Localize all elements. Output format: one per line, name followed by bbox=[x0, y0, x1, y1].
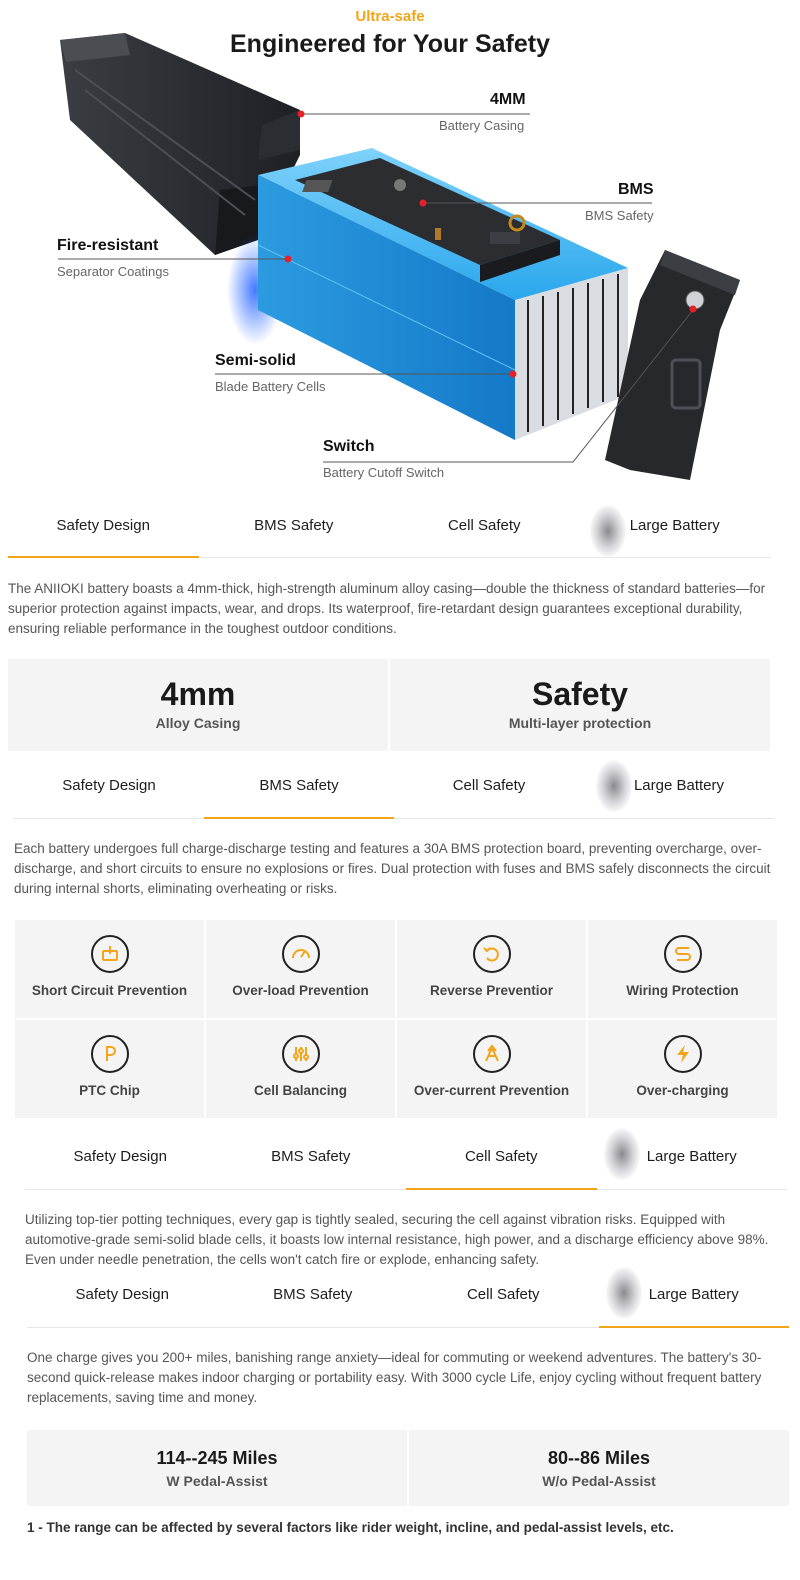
current-icon bbox=[473, 1035, 511, 1073]
tab-bar-4 bbox=[27, 1275, 789, 1328]
feature-over-load bbox=[206, 920, 395, 1018]
tab-cell-safety[interactable]: Cell Safety bbox=[406, 1134, 597, 1189]
tab-bar-2 bbox=[14, 764, 774, 819]
range-label: W/o Pedal-Assist bbox=[542, 1473, 656, 1489]
feature-ptc-chip bbox=[15, 1020, 204, 1118]
callout-casing-sub: Battery Casing bbox=[439, 118, 525, 133]
feature-label: Over-load Prevention bbox=[232, 983, 369, 998]
tab-large-battery[interactable]: Large Battery bbox=[633, 777, 725, 794]
stat-value: Safety bbox=[531, 676, 629, 712]
short-circuit-icon bbox=[91, 935, 129, 973]
range-card-with-assist bbox=[27, 1430, 407, 1506]
tab-bms-safety[interactable]: BMS Safety bbox=[254, 517, 334, 534]
range-card-without-assist bbox=[409, 1430, 789, 1506]
blurred-overlay bbox=[604, 1128, 640, 1180]
tab-bar-3 bbox=[25, 1134, 787, 1190]
large-battery-description: One charge gives you 200+ miles, banishing range anxiety—ideal for commuting or weekend adventures. The battery's 30-second quick-release makes indoor charging or portability easy. With 3000 cycle Life, enjoy cycling without frequent battery replacements, saving time and money. bbox=[27, 1350, 762, 1405]
range-label: W Pedal-Assist bbox=[166, 1473, 268, 1489]
sliders-icon bbox=[282, 1035, 320, 1073]
wiring-icon bbox=[664, 935, 702, 973]
tab-cell-safety[interactable]: Cell Safety bbox=[452, 777, 526, 794]
tab-safety-design[interactable]: Safety Design bbox=[75, 1286, 169, 1303]
ptc-chip-icon bbox=[91, 1035, 129, 1073]
blurred-overlay bbox=[590, 505, 626, 557]
callout-switch-title: Switch bbox=[323, 438, 375, 455]
lightning-icon bbox=[664, 1035, 702, 1073]
bms-safety-description: Each battery undergoes full charge-discharge testing and features a 30A BMS protection board, preventing overcharge, over-discharge, and short circuits to ensure no explosions or fires. Dual protection with fuses and BMS safely disconnects the circuit during internal shorts, eliminating overheating or risks. bbox=[14, 841, 771, 896]
callout-casing-title: 4MM bbox=[490, 91, 526, 108]
stat-label: Alloy Casing bbox=[155, 715, 241, 731]
feature-label: PTC Chip bbox=[79, 1083, 140, 1098]
tab-bms-safety[interactable]: BMS Safety bbox=[273, 1286, 353, 1303]
range-value: 114--245 Miles bbox=[156, 1448, 278, 1468]
feature-label: Short Circuit Prevention bbox=[31, 983, 188, 998]
blurred-overlay bbox=[606, 1267, 642, 1319]
callout-bms-title: BMS bbox=[618, 181, 654, 198]
feature-label: Over-charging bbox=[636, 1083, 729, 1098]
stat-value: 4mm bbox=[160, 676, 236, 712]
tab-bms-safety[interactable]: BMS Safety bbox=[204, 764, 394, 818]
blade-cell-pack bbox=[258, 148, 628, 440]
feature-cell-balancing bbox=[206, 1020, 395, 1118]
tab-large-battery[interactable]: Large Battery bbox=[629, 517, 720, 534]
callout-bms-sub: BMS Safety bbox=[585, 208, 654, 223]
safety-design-description: The ANIIOKI battery boasts a 4mm-thick, high-strength aluminum alloy casing—double the thickness of standard batteries—for superior protection against impacts, wear, and drops. Its waterproof, fire-retardant design guarantees exceptional durability, ensuring reliable performance in the toughest outdoor conditions. bbox=[8, 581, 766, 636]
feature-short-circuit bbox=[15, 920, 204, 1018]
gauge-icon bbox=[282, 935, 320, 973]
feature-wiring bbox=[588, 920, 777, 1018]
tab-large-battery[interactable]: Large Battery bbox=[599, 1275, 790, 1327]
range-value: 80--86 Miles bbox=[547, 1448, 651, 1468]
tab-safety-design[interactable]: Safety Design bbox=[73, 1148, 167, 1165]
tab-cell-safety[interactable]: Cell Safety bbox=[447, 517, 521, 534]
blurred-overlay bbox=[596, 760, 632, 812]
cell-safety-description: Utilizing top-tier potting techniques, every gap is tightly sealed, securing the cell against vibration risks. Equipped with automotive-grade semi-solid blade cells, it boasts low internal resistance, high power, and a discharge efficiency above 98%. Even under needle penetration, the cells won't catch fire or explode, enhancing safety. bbox=[25, 1212, 769, 1267]
feature-reverse bbox=[397, 920, 586, 1018]
feature-label: Reverse Preventior bbox=[429, 983, 554, 998]
callout-fire-sub: Separator Coatings bbox=[57, 264, 170, 279]
hero-section bbox=[0, 0, 800, 500]
feature-over-charging bbox=[588, 1020, 777, 1118]
tab-safety-design[interactable]: Safety Design bbox=[62, 777, 156, 794]
hero-title: Engineered for Your Safety bbox=[230, 30, 550, 58]
stat-card-casing bbox=[8, 659, 388, 751]
tab-bar-1 bbox=[8, 505, 770, 558]
callout-cells-sub: Blade Battery Cells bbox=[215, 379, 326, 394]
feature-label: Over-current Prevention bbox=[413, 1083, 570, 1098]
tab-safety-design[interactable]: Safety Design bbox=[8, 505, 199, 557]
callout-cells-title: Semi-solid bbox=[215, 352, 296, 369]
callout-fire-title: Fire-resistant bbox=[57, 237, 159, 254]
feature-over-current bbox=[397, 1020, 586, 1118]
stat-card-safety bbox=[390, 659, 770, 751]
tab-cell-safety[interactable]: Cell Safety bbox=[466, 1286, 540, 1303]
range-footnote: 1 - The range can be affected by several factors like rider weight, incline, and pedal-assist levels, etc. bbox=[27, 1520, 674, 1535]
feature-label: Cell Balancing bbox=[253, 1083, 348, 1098]
tab-bms-safety[interactable]: BMS Safety bbox=[271, 1148, 351, 1165]
feature-label: Wiring Protection bbox=[626, 983, 739, 998]
reverse-arrow-icon bbox=[473, 935, 511, 973]
tab-large-battery[interactable]: Large Battery bbox=[646, 1148, 737, 1165]
stat-label: Multi-layer protection bbox=[508, 715, 652, 731]
callout-switch-sub: Battery Cutoff Switch bbox=[323, 465, 445, 480]
hero-eyebrow: Ultra-safe bbox=[355, 8, 425, 25]
